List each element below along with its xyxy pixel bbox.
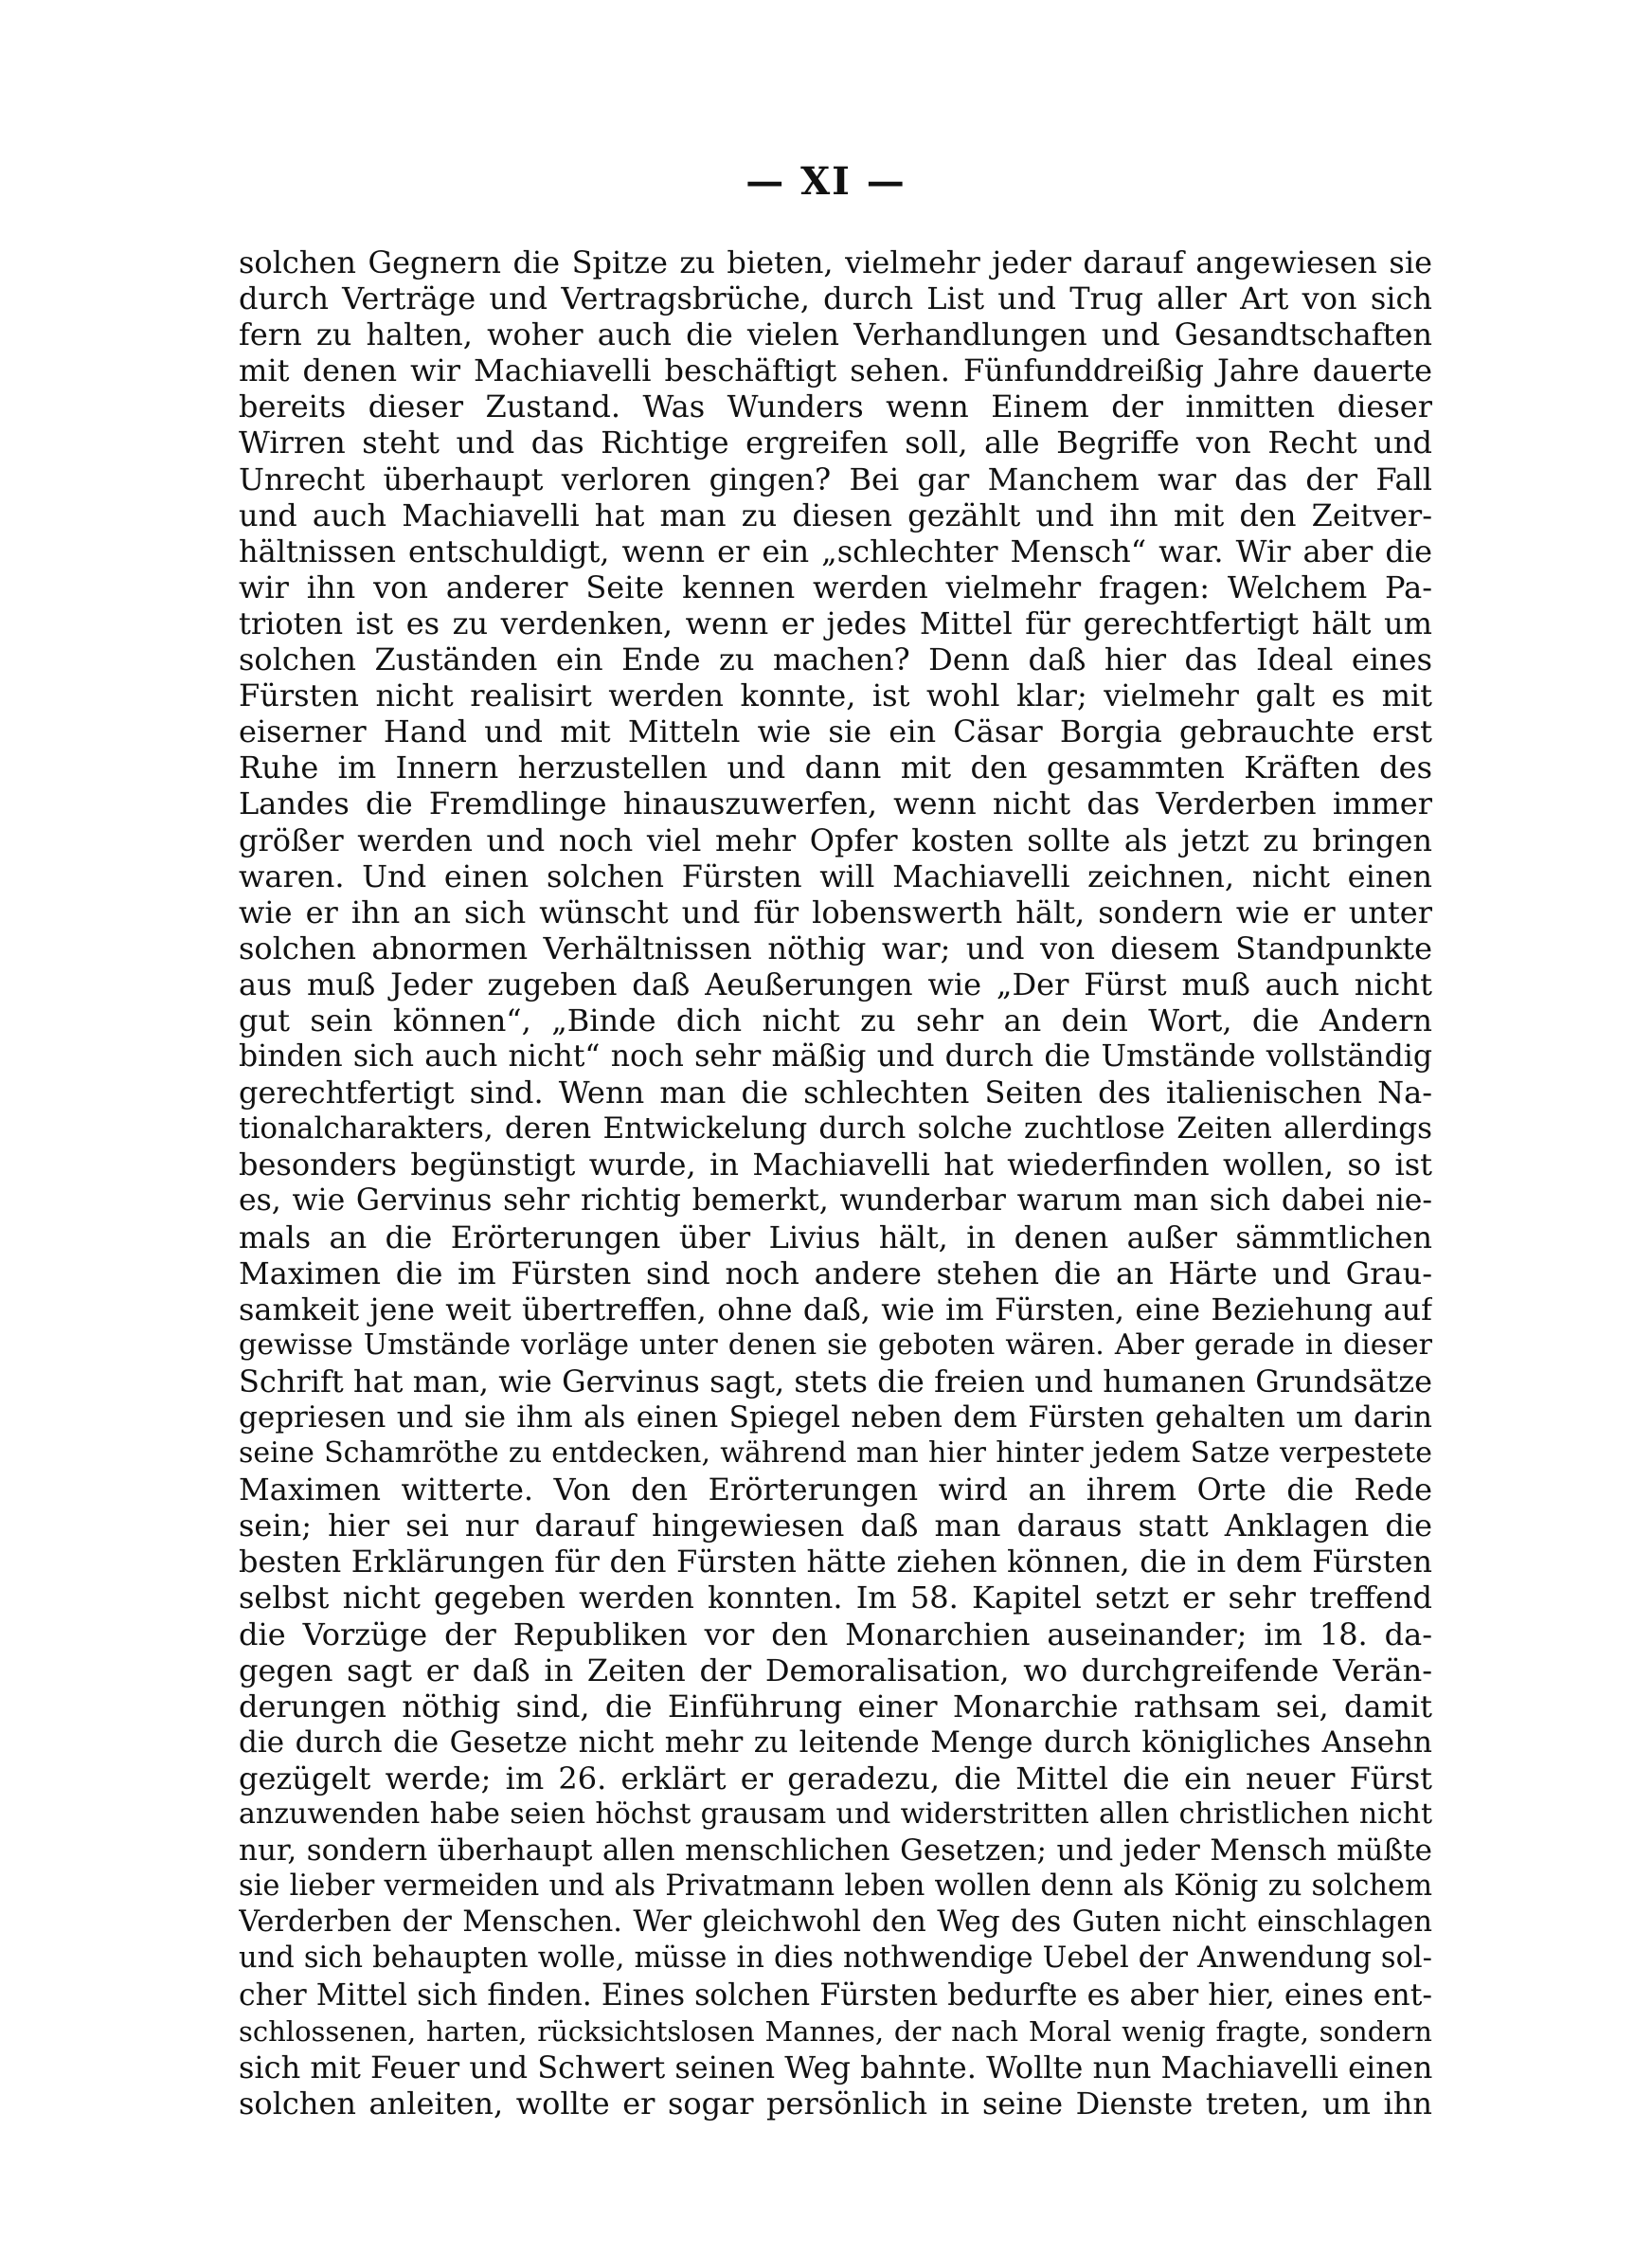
text-line: Unrecht überhaupt verloren gingen? Bei gar Manchem war das der Fall xyxy=(239,460,1432,497)
text-line: gegen sagt er daß in Zeiten der Demoralisation, wo durchgreifende Verän- xyxy=(239,1652,1432,1688)
text-line: sich mit Feuer und Schwert seinen Weg bahnte. Wollte nun Machiavelli einen xyxy=(239,2049,1432,2085)
text-line: Verderben der Menschen. Wer gleichwohl den Weg des Guten nicht einschlagen xyxy=(239,1905,1432,1940)
text-line: gewisse Umstände vorläge unter denen sie geboten wären. Aber gerade in dieser xyxy=(239,1327,1432,1362)
text-line: gut sein können“, „Binde dich nicht zu sehr an dein Wort, die Andern xyxy=(239,1002,1432,1038)
text-line: nur, sondern überhaupt allen menschlichen Gesetzen; und jeder Mensch müßte xyxy=(239,1833,1432,1869)
text-line: Ruhe im Innern herzustellen und dann mit den gesammten Kräften des xyxy=(239,749,1432,786)
page-number: — XI — xyxy=(745,159,907,204)
text-line: und sich behaupten wolle, müsse in dies nothwendige Uebel der Anwendung sol- xyxy=(239,1941,1432,1976)
text-line: fern zu halten, woher auch die vielen Verhandlungen und Gesandtschaften xyxy=(239,316,1432,353)
text-line: Fürsten nicht realisirt werden konnte, ist wohl klar; vielmehr galt es mit xyxy=(239,677,1432,714)
text-line: es, wie Gervinus sehr richtig bemerkt, wunderbar warum man sich dabei nie- xyxy=(239,1183,1432,1219)
text-line: binden sich auch nicht“ noch sehr mäßig und durch die Umstände vollständig xyxy=(239,1039,1432,1074)
text-line: samkeit jene weit übertreffen, ohne daß, wie im Fürsten, eine Beziehung auf xyxy=(239,1291,1432,1327)
text-line: sein; hier sei nur darauf hingewiesen daß man daraus statt Anklagen die xyxy=(239,1508,1432,1544)
text-line: solchen anleiten, wollte er sogar persönlich in seine Dienste treten, um ihn xyxy=(239,2085,1432,2122)
text-line: wie er ihn an sich wünscht und für lobenswerth hält, sondern wie er unter xyxy=(239,894,1432,930)
text-line: selbst nicht gegeben werden konnten. Im 58. Kapitel setzt er sehr treffend xyxy=(239,1580,1432,1616)
text-line: tionalcharakters, deren Entwickelung durch solche zuchtlose Zeiten allerdings xyxy=(239,1111,1432,1147)
text-line: schlossenen, harten, rücksichtslosen Mannes, der nach Moral wenig fragte, sondern xyxy=(239,2014,1432,2048)
text-line: und auch Machiavelli hat man zu diesen gezählt und ihn mit den Zeitver- xyxy=(239,497,1432,533)
text-line: die Vorzüge der Republiken vor den Monarchien auseinander; im 18. da- xyxy=(239,1616,1432,1652)
text-line: Wirren steht und das Richtige ergreifen soll, alle Begriffe von Recht und xyxy=(239,424,1432,461)
text-line: aus muß Jeder zugeben daß Aeußerungen wie „Der Fürst muß auch nicht xyxy=(239,966,1432,1002)
text-line: sie lieber vermeiden und als Privatmann leben wollen denn als König zu solchem xyxy=(239,1869,1432,1904)
text-line: die durch die Gesetze nicht mehr zu leitende Menge durch königliches Ansehn xyxy=(239,1724,1432,1760)
text-line: anzuwenden habe seien höchst grausam und widerstritten allen christlichen nicht xyxy=(239,1797,1432,1832)
text-line: gepriesen und sie ihm als einen Spiegel neben dem Fürsten gehalten um darin xyxy=(239,1400,1432,1435)
text-line: trioten ist es zu verdenken, wenn er jedes Mittel für gerechtfertigt hält um xyxy=(239,605,1432,641)
text-line: derungen nöthig sind, die Einführung einer Monarchie rathsam sei, damit xyxy=(239,1688,1432,1724)
text-line: mit denen wir Machiavelli beschäftigt sehen. Fünfunddreißig Jahre dauerte xyxy=(239,352,1432,389)
text-line: waren. Und einen solchen Fürsten will Machiavelli zeichnen, nicht einen xyxy=(239,858,1432,894)
text-line: Maximen die im Fürsten sind noch andere stehen die an Härte und Grau- xyxy=(239,1255,1432,1291)
text-line: eiserner Hand und mit Mitteln wie sie ein Cäsar Borgia gebrauchte erst xyxy=(239,713,1432,750)
text-line: solchen abnormen Verhältnissen nöthig war; und von diesem Standpunkte xyxy=(239,930,1432,966)
text-line: größer werden und noch viel mehr Opfer kosten sollte als jetzt zu bringen xyxy=(239,822,1432,858)
text-line: besten Erklärungen für den Fürsten hätte ziehen können, die in dem Fürsten xyxy=(239,1544,1432,1580)
text-line: Landes die Fremdlinge hinauszuwerfen, wenn nicht das Verderben immer xyxy=(239,785,1432,822)
text-line: mals an die Erörterungen über Livius hält, in denen außer sämmtlichen xyxy=(239,1219,1432,1255)
text-line: gezügelt werde; im 26. erklärt er geradezu, die Mittel die ein neuer Fürst xyxy=(239,1760,1432,1797)
text-line: solchen Gegnern die Spitze zu bieten, vielmehr jeder darauf angewiesen sie xyxy=(239,244,1432,280)
text-line: durch Verträge und Vertragsbrüche, durch List und Trug aller Art von sich xyxy=(239,280,1432,317)
text-line: wir ihn von anderer Seite kennen werden vielmehr fragen: Welchem Pa- xyxy=(239,569,1432,605)
text-line: gerechtfertigt sind. Wenn man die schlechten Seiten des italienischen Na- xyxy=(239,1074,1432,1111)
text-line: Schrift hat man, wie Gervinus sagt, stets die freien und humanen Grundsätze xyxy=(239,1363,1432,1399)
text-line: cher Mittel sich finden. Eines solchen Fürsten bedurfte es aber hier, eines ent- xyxy=(239,1977,1432,2013)
body-text xyxy=(239,244,1432,2122)
text-line: solchen Zuständen ein Ende zu machen? Denn daß hier das Ideal eines xyxy=(239,641,1432,678)
text-line: seine Schamröthe zu entdecken, während man hier hinter jedem Satze verpestete xyxy=(239,1436,1432,1471)
text-line: Maximen witterte. Von den Erörterungen wird an ihrem Orte die Rede xyxy=(239,1472,1432,1508)
text-line: besonders begünstigt wurde, in Machiavelli hat wiederfinden wollen, so ist xyxy=(239,1147,1432,1183)
text-line: hältnissen entschuldigt, wenn er ein „schlechter Mensch“ war. Wir aber die xyxy=(239,533,1432,569)
text-line: bereits dieser Zustand. Was Wunders wenn Einem der inmitten dieser xyxy=(239,388,1432,425)
